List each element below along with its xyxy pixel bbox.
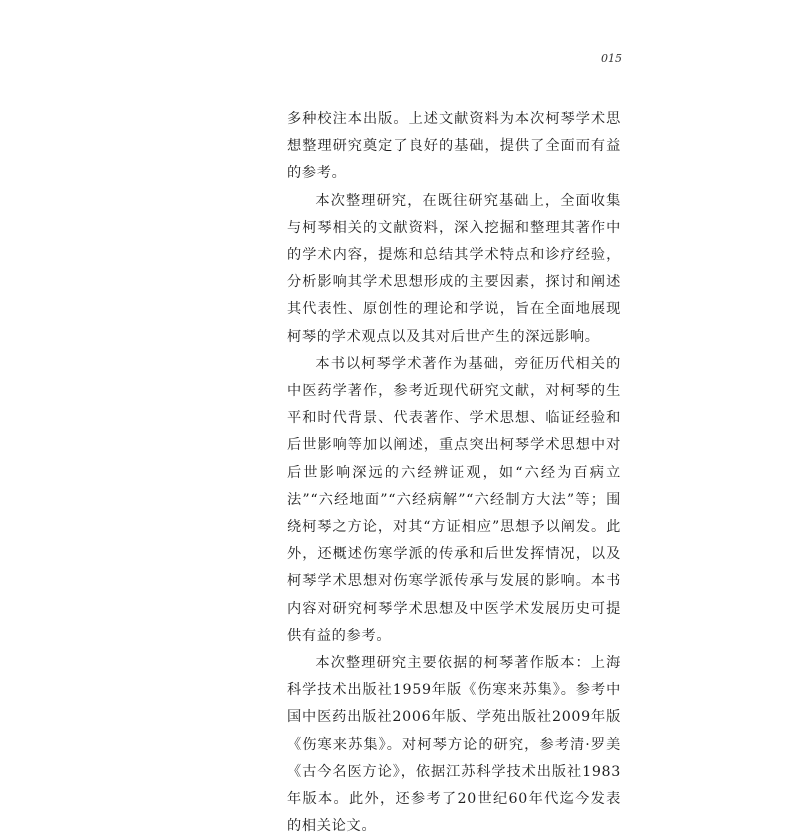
paragraph-book-content: 本书以柯琴学术著作为基础，旁征历代相关的中医药学著作，参考近现代研究文献，对柯琴的生平和时代背景、代表著作、学术思想、临证经验和后世影响等加以阐述，重点突出柯琴学术思想中对后世影响深远的六经辨证观，如“六经为百病立法”“六经地面”“六经病解”“六经制方大法”等；围绕柯琴之方论，对其“方证相应”思想予以阐发。此外，还概述伤寒学派的传承和后世发挥情况，以及柯琴学术思想对伤寒学派传承与发展的影响。本书内容对研究柯琴学术思想及中医学术发展历史可提供有益的参考。 <box>287 355 621 644</box>
body-text <box>287 106 621 840</box>
paragraph-source-editions: 本次整理研究主要依据的柯琴著作版本：上海科学技术出版社1959年版《伤寒来苏集》。参考中国中医药出版社2006年版、学苑出版社2009年版《伤寒来苏集》。对柯琴方论的研究，参考清·罗美《古今名医方论》，依据江苏科学技术出版社1983年版本。此外，还参考了20世纪60年代迄今发表的相关论文。 <box>287 655 621 835</box>
paragraph-research-scope: 本次整理研究，在既往研究基础上，全面收集与柯琴相关的文献资料，深入挖掘和整理其著作中的学术内容，提炼和总结其学术特点和诊疗经验，分析影响其学术思想形成的主要因素，探讨和阐述其代表性、原创性的理论和学说，旨在全面地展现柯琴的学术观点以及其对后世产生的深远影响。 <box>287 192 621 345</box>
paragraph-continuation: 多种校注本出版。上述文献资料为本次柯琴学术思想整理研究奠定了良好的基础，提供了全面而有益的参考。 <box>287 111 621 182</box>
page-number: 015 <box>601 52 622 65</box>
